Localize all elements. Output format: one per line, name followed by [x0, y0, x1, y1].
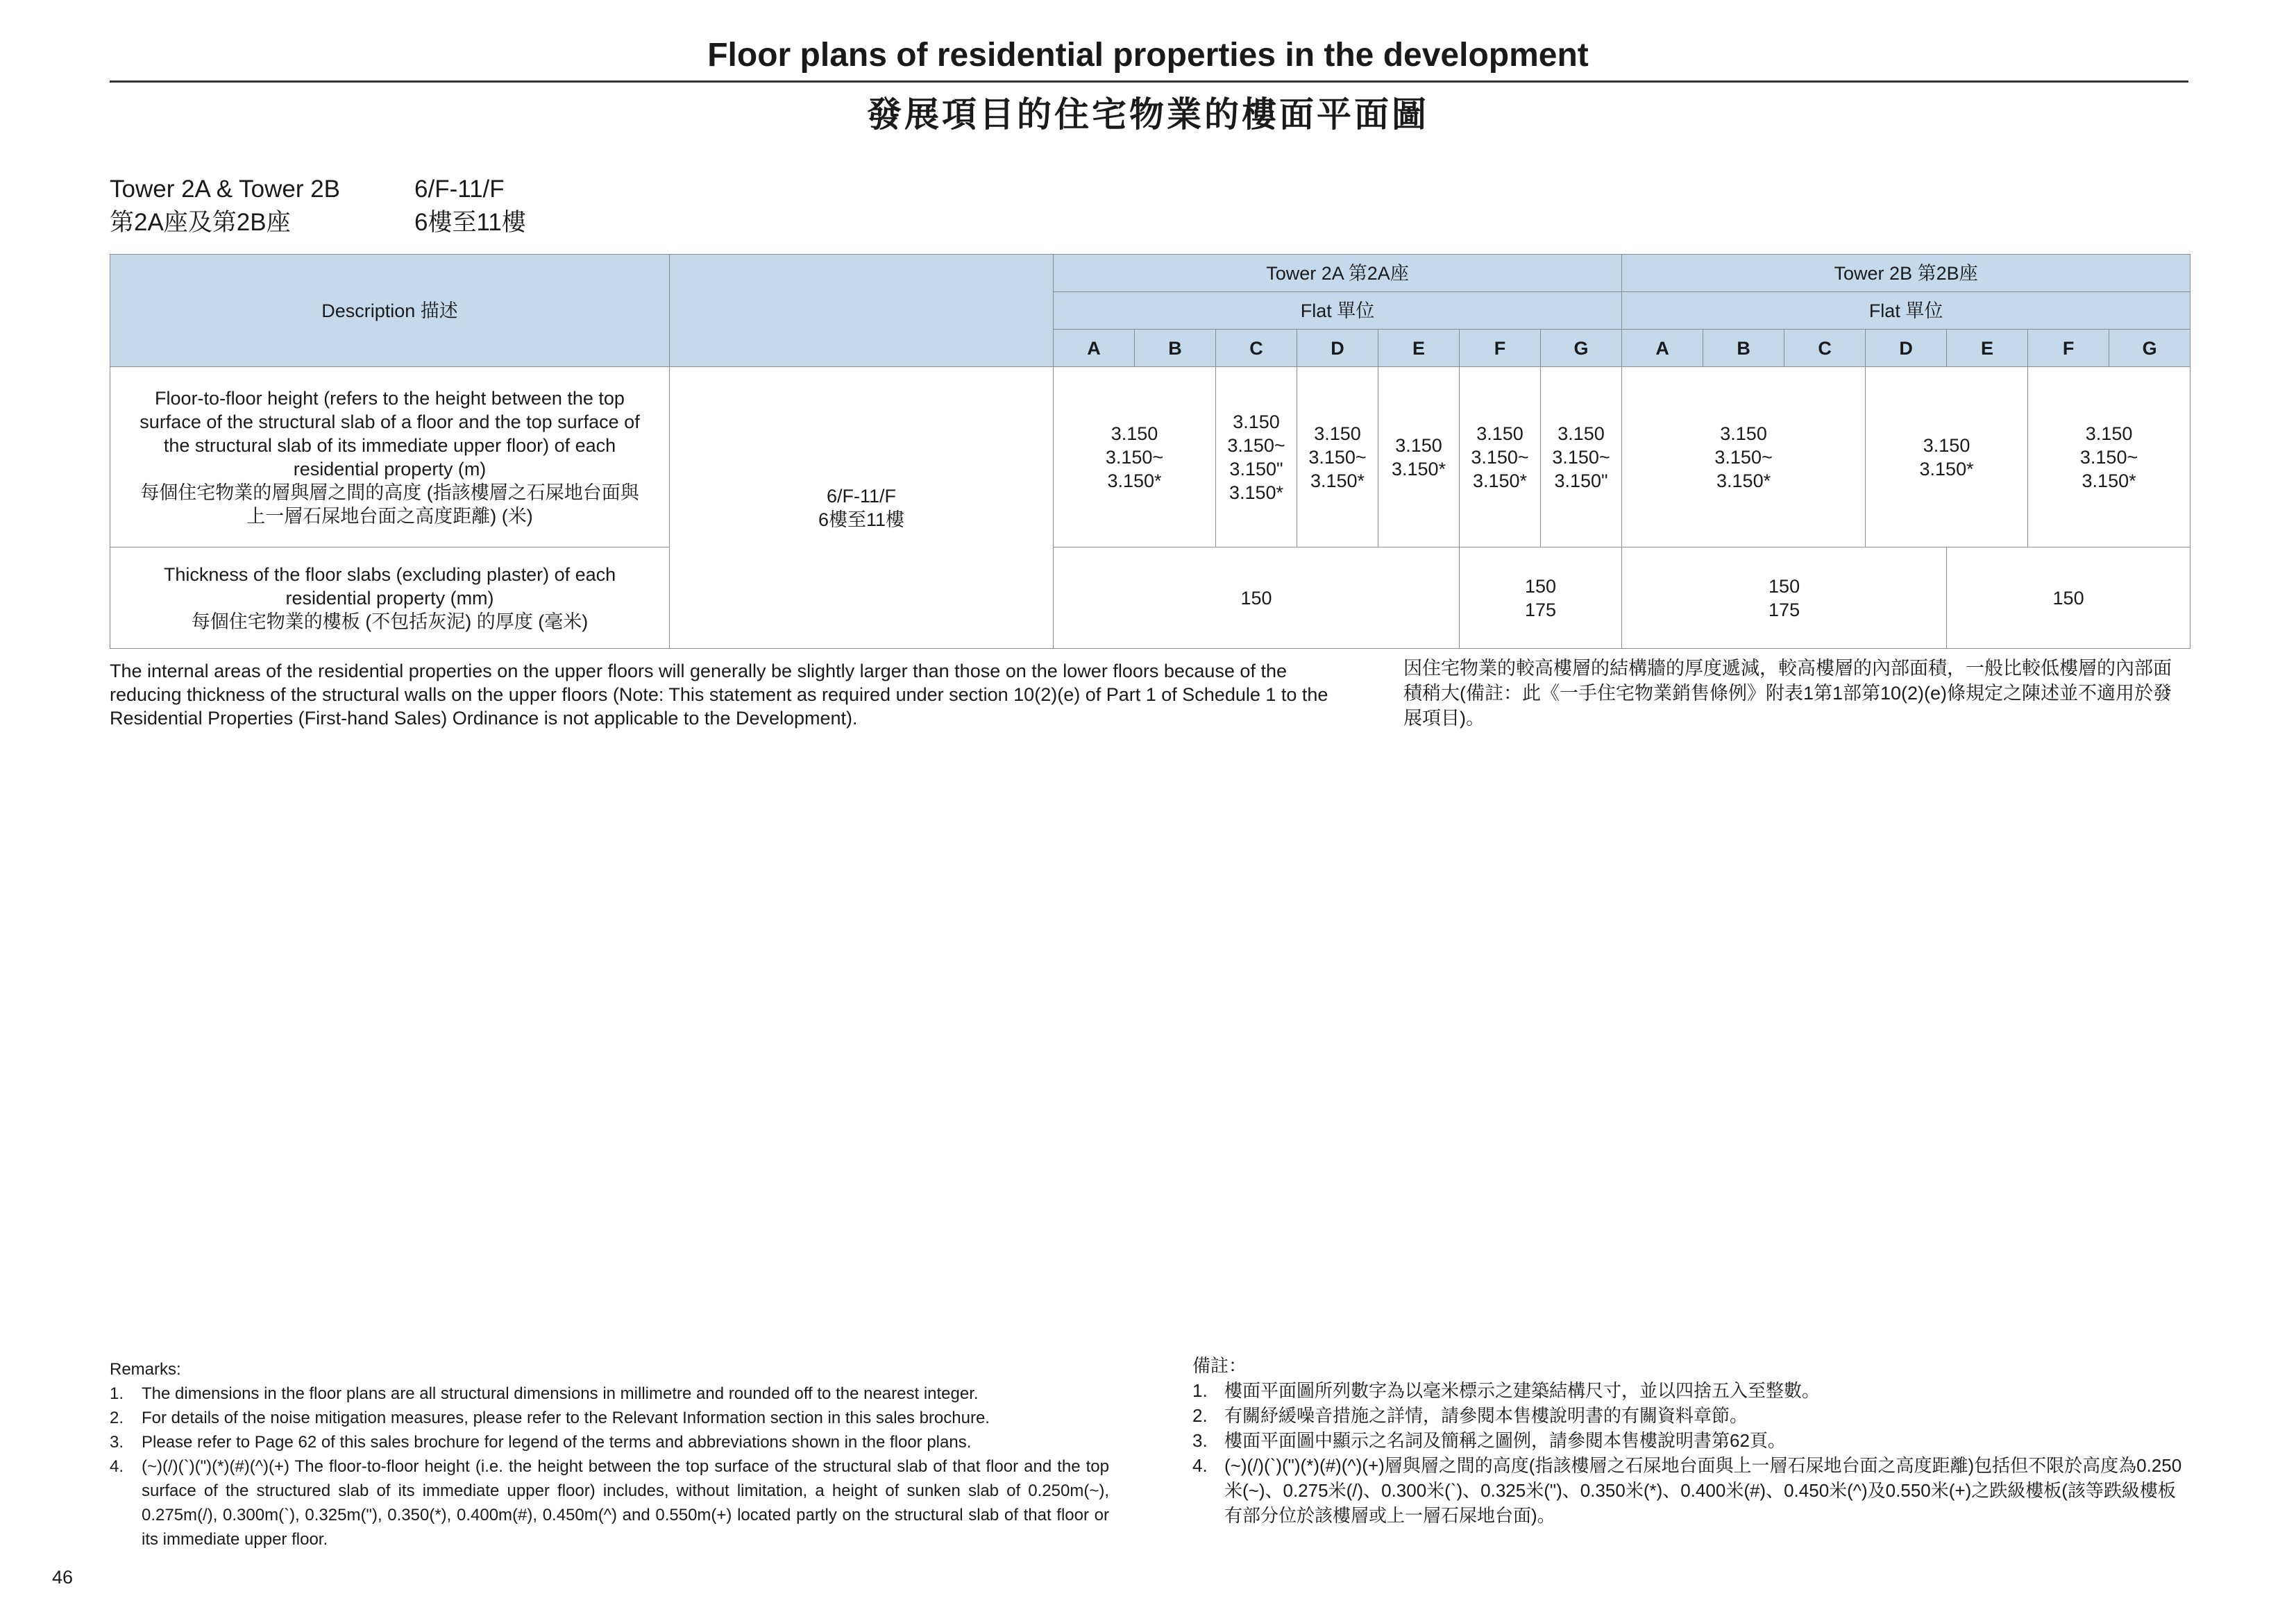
- internal-area-note-zh: 因住宅物業的較高樓層的結構牆的厚度遞減，較高樓層的內部面積，一般比較低樓層的內部面積稍大(備註：此《一手住宅物業銷售條例》附表1第1部第10(2)(e)條規定之陳述並不適用於發展項目)。: [1403, 658, 2172, 729]
- tower-2a-flat-header: Flat 單位: [1054, 292, 1622, 330]
- remark-item: [1192, 1428, 2188, 1453]
- flat-header: E: [1378, 330, 1460, 367]
- remark-number: 2.: [110, 1409, 124, 1427]
- flat-header: E: [1947, 330, 2028, 367]
- remark-text: The dimensions in the floor plans are all structural dimensions in millimetre and rounded off to the nearest integer.: [142, 1384, 979, 1403]
- floor-label-en: 6/F-11/F: [414, 176, 505, 203]
- table-cell: 3.150 3.150~ 3.150*: [1622, 367, 1866, 547]
- remark-item: [110, 1382, 1109, 1406]
- remark-number: 1.: [110, 1384, 124, 1403]
- remark-text: Please refer to Page 62 of this sales brochure for legend of the terms and abbreviations shown in the floor plans.: [142, 1433, 972, 1452]
- flat-header: C: [1216, 330, 1297, 367]
- remark-text: (~)(/)(`)(")(*)(#)(^)(+)層與層之間的高度(指該樓層之石屎地台面與上一層石屎地台面之高度距離)包括但不限於高度為0.250米(~)、0.275米(/)、0.300米(`)、0.325米(")、0.350米(*)、0.400米(#)、0.450米(^)及0.550米(+)之跌級樓板(該等跌級樓板有部分位於該樓層或上一層石屎地台面)。: [1224, 1455, 2182, 1526]
- remark-number: 3.: [110, 1433, 124, 1452]
- flat-header: B: [1703, 330, 1784, 367]
- tower-2a-header: Tower 2A 第2A座: [1054, 255, 1622, 292]
- remark-item: [1192, 1403, 2188, 1428]
- floor-height-description: Floor-to-floor height (refers to the height between the top surface of the structural slab of a floor and the top surface of the structural slab of its immediate upper floor) of each residential property (m) 每個住宅物業的層與層之間的高度 (指該樓層之石屎地台面與上一層石屎地台面之高度距離) (米): [110, 367, 670, 547]
- table-cell: 150 175: [1622, 547, 1947, 649]
- description-header: Description 描述: [110, 255, 670, 367]
- remarks-heading: Remarks:: [110, 1360, 181, 1379]
- flat-header: B: [1135, 330, 1216, 367]
- remark-text: 樓面平面圖中顯示之名詞及簡稱之圖例，請參閱本售樓說明書第62頁。: [1224, 1430, 1786, 1451]
- flat-header: G: [2109, 330, 2191, 367]
- remark-item: [110, 1430, 1109, 1454]
- table-cell: 3.150 3.150~ 3.150" 3.150*: [1216, 367, 1297, 547]
- remark-text: 有關紓緩噪音措施之詳情，請參閱本售樓說明書的有關資料章節。: [1224, 1405, 1748, 1426]
- flat-header: C: [1784, 330, 1866, 367]
- remark-item: [110, 1406, 1109, 1430]
- page-title-chinese: 發展項目的住宅物業的樓面平面圖: [867, 95, 1429, 134]
- floor-label-zh: 6樓至11樓: [414, 209, 526, 236]
- flat-header: F: [2028, 330, 2109, 367]
- remark-item: [110, 1454, 1109, 1552]
- remark-number: 4.: [1192, 1455, 1208, 1476]
- slab-thickness-description: Thickness of the floor slabs (excluding plaster) of each residential property (mm) 每個住宅物業的樓板 (不包括灰泥) 的厚度 (毫米): [110, 547, 670, 649]
- table-cell: 150: [1054, 547, 1460, 649]
- internal-area-note-en: The internal areas of the residential properties on the upper floors will generally be slightly larger than those on the lower floors because of the reducing thickness of the structural walls on the upper floors (Note: This statement as required under section 10(2)(e) of Part 1 of Schedule 1 to the Residential Properties (First-hand Sales) Ordinance is not applicable to the Development).: [110, 661, 1328, 729]
- remark-text: 樓面平面圖所列數字為以毫米標示之建築結構尺寸，並以四捨五入至整數。: [1224, 1380, 1821, 1401]
- remark-item: [1192, 1378, 2188, 1403]
- page-title: Floor plans of residential properties in the development: [707, 37, 1589, 74]
- title-divider: [110, 80, 2188, 83]
- floor-range-cell: 6/F-11/F 6樓至11樓: [670, 367, 1054, 649]
- table-cell: 3.150 3.150~ 3.150*: [2028, 367, 2191, 547]
- table-cell: 3.150 3.150*: [1378, 367, 1460, 547]
- blank-header: [670, 255, 1054, 367]
- table-cell: 3.150 3.150*: [1866, 367, 2028, 547]
- remark-number: 3.: [1192, 1430, 1208, 1451]
- table-cell: 150 175: [1460, 547, 1622, 649]
- remark-number: 1.: [1192, 1380, 1208, 1401]
- remarks-heading: 備註：: [1192, 1355, 1247, 1376]
- tower-2b-header: Tower 2B 第2B座: [1622, 255, 2191, 292]
- table-cell: 3.150 3.150~ 3.150*: [1054, 367, 1216, 547]
- remark-number: 2.: [1192, 1405, 1208, 1426]
- table-cell: 3.150 3.150~ 3.150": [1541, 367, 1622, 547]
- page-number: 46: [52, 1567, 74, 1588]
- flat-header: D: [1297, 330, 1378, 367]
- flat-header: A: [1054, 330, 1135, 367]
- flat-header: A: [1622, 330, 1703, 367]
- flat-header: G: [1541, 330, 1622, 367]
- remark-text: (~)(/)(`)(")(*)(#)(^)(+) The floor-to-floor height (i.e. the height between the top surface of the structural slab of that floor and the top surface of the structured slab of its immediate upper floor) includes, without limitation, a height of sunken slab of 0.250m(~), 0.275m(/), 0.300m(`), 0.325m("), 0.350(*), 0.400m(#), 0.450m(^) and 0.550m(+) located partly on the structural slab of that floor or its immediate upper floor.: [142, 1457, 1109, 1549]
- remark-text: For details of the noise mitigation measures, please refer to the Relevant Information section in this sales brochure.: [142, 1409, 990, 1427]
- floor-height-table: [110, 254, 2191, 649]
- remark-item: [1192, 1453, 2188, 1528]
- flat-header: D: [1866, 330, 1947, 367]
- remarks-en: [110, 1357, 1109, 1552]
- tower-label-en: Tower 2A & Tower 2B: [110, 176, 341, 203]
- table-cell: 150: [1947, 547, 2191, 649]
- tower-label-zh: 第2A座及第2B座: [110, 209, 291, 236]
- tower-2b-flat-header: Flat 單位: [1622, 292, 2191, 330]
- table-cell: 3.150 3.150~ 3.150*: [1297, 367, 1378, 547]
- remark-number: 4.: [110, 1457, 124, 1476]
- table-cell: 3.150 3.150~ 3.150*: [1460, 367, 1541, 547]
- flat-header: F: [1460, 330, 1541, 367]
- remarks-zh: [1192, 1353, 2188, 1528]
